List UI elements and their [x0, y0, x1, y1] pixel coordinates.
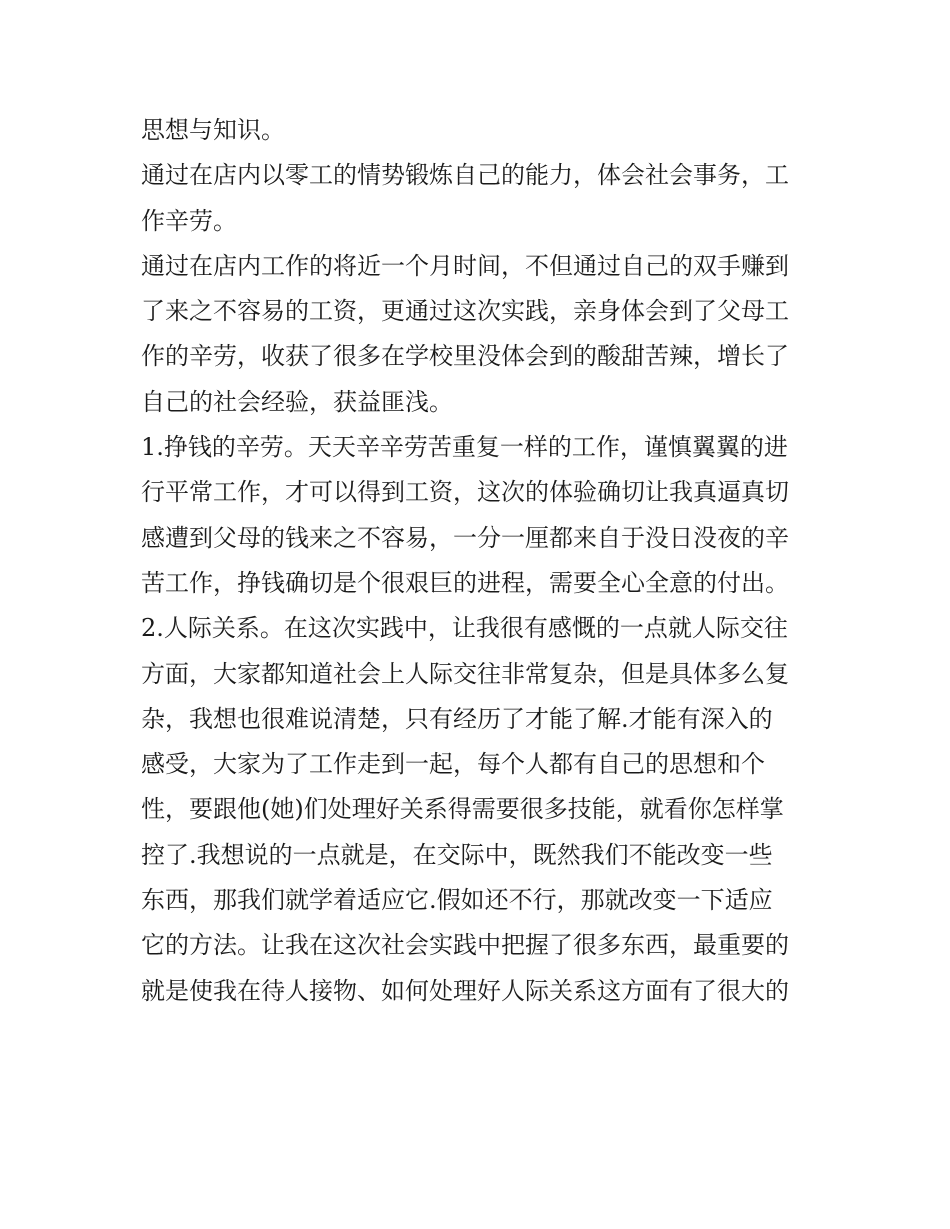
- document-body: [141, 108, 821, 1014]
- text-line: 方面，大家都知道社会上人际交往非常复杂，但是具体多么复: [141, 659, 789, 688]
- text-line: 通过在店内工作的将近一个月时间，不但通过自己的双手赚到: [141, 251, 789, 280]
- text-line: 东西，那我们就学着适应它.假如还不行，那就改变一下适应: [141, 886, 773, 915]
- text-line: 杂，我想也很难说清楚，只有经历了才能了解.才能有深入的: [141, 704, 773, 733]
- text-line: 思想与知识。: [141, 116, 285, 144]
- text-line: 行平常工作，才可以得到工资，这次的体验确切让我真逼真切: [141, 478, 789, 507]
- text-line: 通过在店内以零工的情势锻炼自己的能力，体会社会事务，工: [141, 161, 789, 190]
- text-line: 性，要跟他(她)们处理好关系得需要很多技能，就看你怎样掌: [141, 795, 784, 824]
- text-line: 感受，大家为了工作走到一起，每个人都有自己的思想和个: [141, 750, 765, 779]
- text-line: 2.人际关系。在这次实践中，让我很有感慨的一点就人际交往: [141, 614, 788, 643]
- text-line: 作辛劳。: [141, 206, 237, 235]
- text-line: 苦工作，挣钱确切是个很艰巨的进程，需要全心全意的付出。: [141, 568, 789, 597]
- text-line: 1.挣钱的辛劳。天天辛辛劳苦重复一样的工作，谨慎翼翼的进: [141, 433, 788, 462]
- text-line: 了来之不容易的工资，更通过这次实践，亲身体会到了父母工: [141, 297, 789, 326]
- text-line: 作的辛劳，收获了很多在学校里没体会到的酸甜苦辣，增长了: [141, 342, 789, 371]
- text-line: 控了.我想说的一点就是，在交际中，既然我们不能改变一些: [141, 840, 773, 869]
- text-line: 感遭到父母的钱来之不容易，一分一厘都来自于没日没夜的辛: [141, 523, 789, 552]
- text-line: 就是使我在待人接物、如何处理好人际关系这方面有了很大的: [141, 976, 789, 1005]
- text-line: 它的方法。让我在这次社会实践中把握了很多东西，最重要的: [141, 931, 789, 960]
- text-line: 自己的社会经验，获益匪浅。: [141, 387, 453, 416]
